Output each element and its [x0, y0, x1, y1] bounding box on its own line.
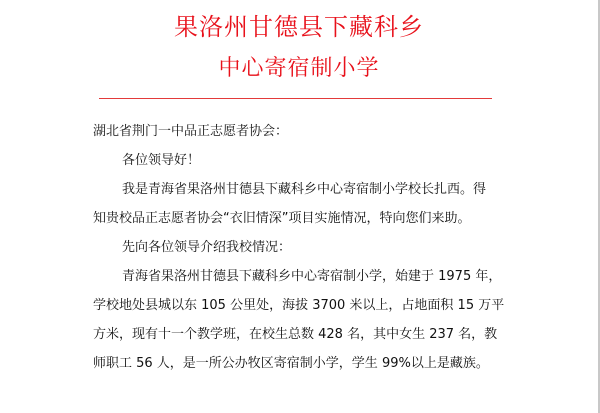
letter-body — [93, 117, 523, 378]
paragraph-intro-line: 我是青海省果洛州甘德县下藏科乡中心寄宿制小学校长扎西。得 — [122, 182, 487, 197]
paragraph-intro-line: 知贵校品正志愿者协会“衣旧情深”项目实施情况，特向您们来助。 — [93, 211, 471, 226]
paragraph-school-info-line: 青海省果洛州甘德县下藏科乡中心寄宿制小学，始建于 1975 年， — [122, 269, 502, 284]
paragraph-school-info-line: 师职工 56 人，是一所公办牧区寄宿制小学，学生 99%以上是藏族。 — [93, 356, 489, 371]
paragraph-school-info-line: 方米，现有十一个教学班，在校生总数 428 名，其中女生 237 名，教 — [93, 327, 498, 342]
salutation: 湖北省荆门一中品正志愿者协会： — [93, 124, 289, 139]
letterhead-school-name: 中心寄宿制小学 — [218, 56, 380, 81]
paragraph-school-info-line: 学校地处县城以东 105 公里处，海拔 3700 米以上，占地面积 15 万平 — [93, 298, 505, 313]
paragraph-transition-line: 先向各位领导介绍我校情况： — [122, 240, 292, 255]
greeting: 各位领导好！ — [122, 153, 201, 168]
letterhead-school-location: 果洛州甘德县下藏科乡 — [174, 13, 424, 41]
letterhead-divider — [99, 98, 492, 99]
